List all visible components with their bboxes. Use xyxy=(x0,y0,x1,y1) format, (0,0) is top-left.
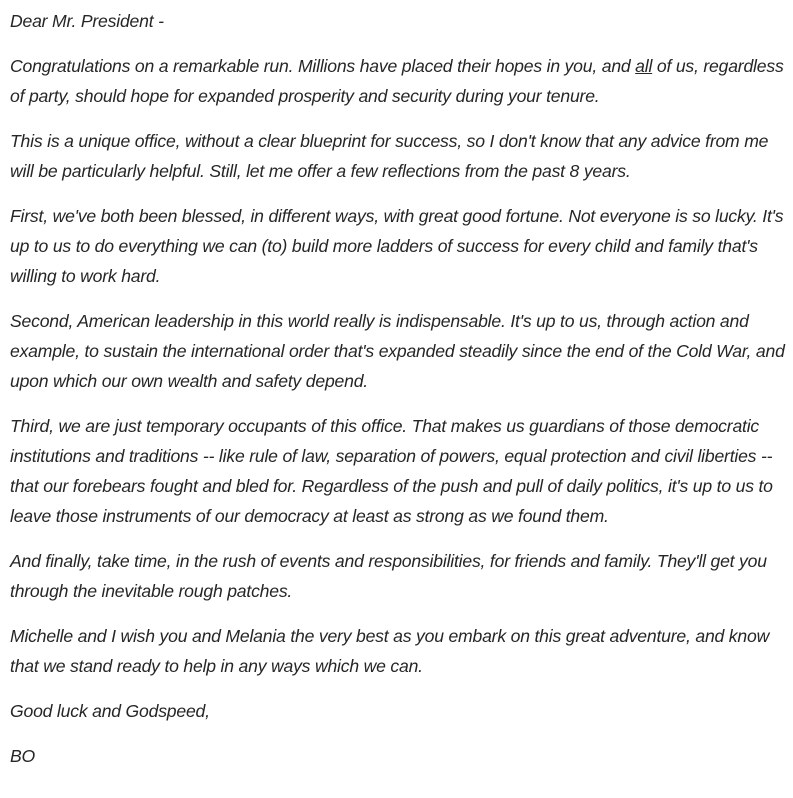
letter-body xyxy=(10,6,792,771)
underlined-emphasis: all xyxy=(635,56,653,76)
paragraph-unique-office: This is a unique office, without a clear blueprint for success, so I don't know that any advice from me will be particularly helpful. Still, let me offer a few reflections from the past 8 years. xyxy=(10,131,769,181)
salutation: Dear Mr. President - xyxy=(10,11,164,31)
paragraph-finally: And finally, take time, in the rush of events and responsibilities, for friends and family. They'll get you through the inevitable rough patches. xyxy=(10,551,767,601)
paragraph-third: Third, we are just temporary occupants of this office. That makes us guardians of those democratic institutions and traditions -- like rule of law, separation of powers, equal protection and civil liberties -- that our forebears fought and bled for. Regardless of the push and pull of daily politics, it's up to us to leave those instruments of our democracy at least as strong as we found them. xyxy=(10,416,773,526)
paragraph-congratulations xyxy=(10,51,792,111)
paragraph-first: First, we've both been blessed, in different ways, with great good fortune. Not everyone is so lucky. It's up to us to do everything we can (to) build more ladders of success for every child and family that's willing to work hard. xyxy=(10,206,784,286)
signature: BO xyxy=(10,746,36,766)
paragraph-congratulations-end: of us, regardless of party, should hope for expanded prosperity and security during your tenure. xyxy=(10,56,784,106)
paragraph-second: Second, American leadership in this world really is indispensable. It's up to us, through action and example, to sustain the international order that's expanded steadily since the end of the Cold War, and upon which our own wealth and safety depend. xyxy=(10,311,785,391)
paragraph-wishes: Michelle and I wish you and Melania the very best as you embark on this great adventure, and know that we stand ready to help in any ways which we can. xyxy=(10,626,770,676)
paragraph-congratulations-start: Congratulations on a remarkable run. Millions have placed their hopes in you, and xyxy=(10,56,636,76)
closing: Good luck and Godspeed, xyxy=(10,701,210,721)
